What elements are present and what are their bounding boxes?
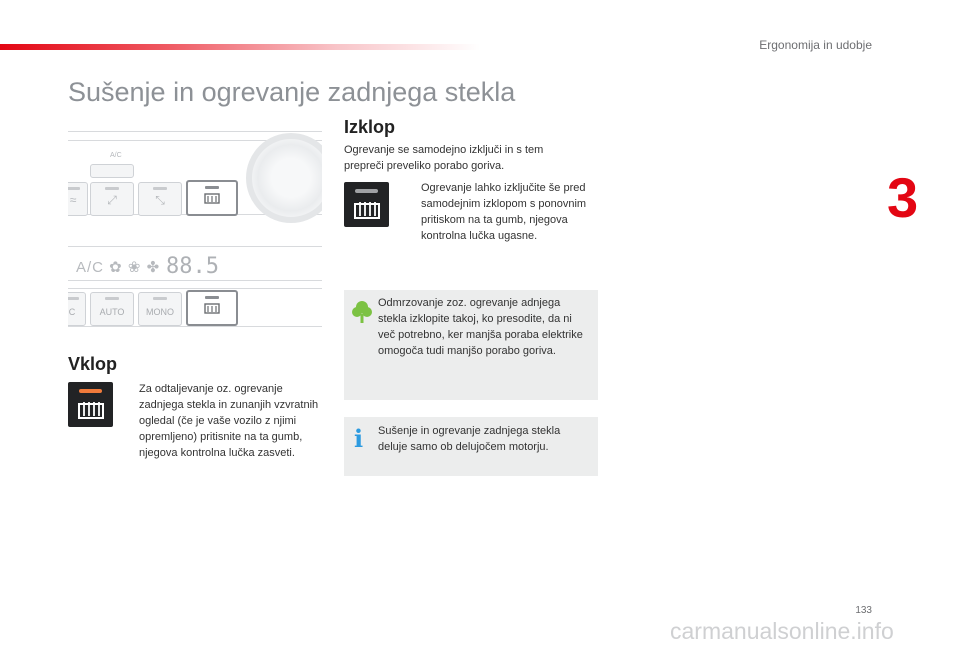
header-accent-bar [0, 44, 480, 50]
ac-button [90, 164, 134, 178]
panel-button-3: ⤡ [138, 182, 182, 216]
control-panel-illustration-top [68, 128, 322, 224]
vklop-heading: Vklop [68, 354, 118, 374]
ac-label: A/C [110, 152, 122, 159]
page-number: 133 [855, 605, 872, 616]
panel-button-2: ⤢ [90, 182, 134, 216]
panel-button-mono: MONO [138, 292, 182, 326]
info-note-text: Sušenje in ogrevanje zadnjega stekla deluje samo ob delujočem motorju. [378, 425, 561, 453]
climate-display-icons: A/C ✿ ❀ ✤ [76, 259, 161, 276]
chapter-number: 3 [887, 166, 919, 229]
vklop-text: Za odtaljevanje oz. ogrevanje zadnjega stekla in zunanjih vzvratnih ogledal (če je vaše vozilo z njimi opremljeno) pritisnite na ta gumb, njegova kontrolna lučka zasveti. [139, 383, 319, 459]
panel-button-c: C [68, 292, 86, 326]
rear-defrost-icon [204, 303, 220, 315]
indicator-led-on [79, 389, 102, 393]
izklop-text: Ogrevanje lahko izključite še pred samodejnim izklopom s ponovnim pritiskom na ta gumb, njegova kontrolna lučka ugasne. [421, 182, 587, 242]
tree-icon [352, 300, 372, 324]
izklop-intro: Ogrevanje se samodejno izključi in s tem prepreči preveliko porabo goriva. [344, 144, 544, 172]
panel-button-auto: AUTO [90, 292, 134, 326]
rear-defrost-icon [77, 398, 105, 420]
panel-button-1: ≈ [68, 182, 88, 216]
info-note-box [344, 417, 598, 476]
climate-display-number: 88.5 [166, 254, 219, 279]
page-title: Sušenje in ogrevanje zadnjega stekla [68, 77, 516, 107]
watermark: carmanualsonline.info [670, 618, 894, 644]
control-panel-illustration-bottom [68, 244, 322, 330]
rear-defrost-button-on [68, 382, 113, 427]
rear-defrost-icon [204, 193, 220, 205]
izklop-heading: Izklop [344, 117, 396, 137]
info-icon: i [354, 424, 364, 453]
panel-rear-defrost-button [186, 180, 238, 216]
eco-note-box [344, 290, 598, 400]
rear-defrost-icon [353, 198, 381, 220]
temperature-knob [246, 133, 322, 223]
rear-defrost-button-off [344, 182, 389, 227]
section-header: Ergonomija in udobje [759, 38, 872, 52]
indicator-led-off [355, 189, 378, 193]
panel-rear-defrost-button-2 [186, 290, 238, 326]
eco-note-text: Odmrzovanje zoz. ogrevanje adnjega stekla izklopite takoj, ko presodite, da ni več potrebno, ker manjša poraba elektrike omogoča tudi manjšo porabo goriva. [378, 297, 583, 357]
